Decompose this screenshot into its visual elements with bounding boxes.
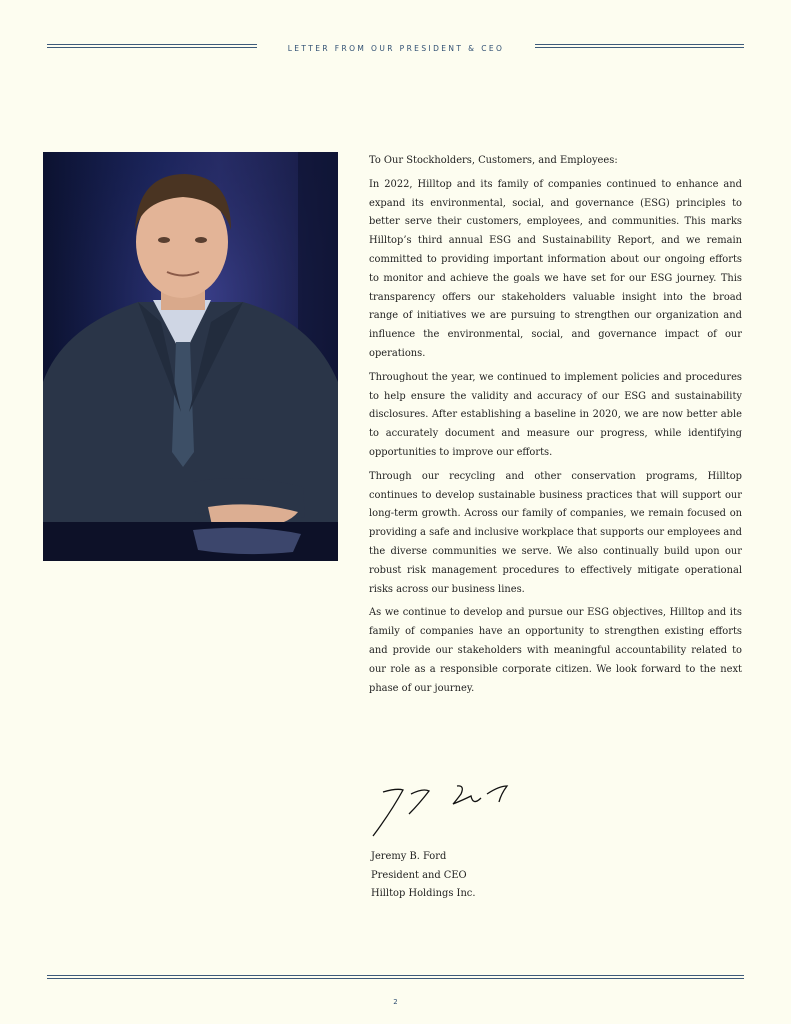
footer-rule	[47, 975, 744, 979]
paragraph: In 2022, Hilltop and its family of companies continued to enhance and expand its environmental, social, and governance (ESG) principles to better serve their customers, employees, and communities. This marks Hilltop’s third annual ESG and Sustainability Report, and we remain committed to providing important information about our ongoing efforts to monitor and achieve the goals we have set for our ESG journey. This transparency offers our stakeholders valuable insight into the broad range of initiatives we are pursuing to strengthen our organization and influence the environmental, social, and governance impact of our operations.	[369, 178, 742, 359]
salutation: To Our Stockholders, Customers, and Employees:	[369, 155, 618, 166]
page-number: 2	[393, 998, 398, 1006]
header-rule-right	[535, 44, 744, 48]
paragraph: Throughout the year, we continued to implement policies and procedures to help ensure the validity and accuracy of our ESG and sustainability disclosures. After establishing a baseline in 2020, we are now better able to accurately document and measure our progress, while identifying opportunities to improve our efforts.	[369, 371, 742, 458]
letter-body	[369, 152, 742, 703]
signer-name: Jeremy B. Ford	[371, 851, 447, 862]
paragraph: As we continue to develop and pursue our ESG objectives, Hilltop and its family of companies have an opportunity to strengthen existing efforts and provide our stakeholders with meaningful accountability related to our role as a responsible corporate citizen. We look forward to the next phase of our journey.	[369, 607, 742, 694]
portrait-illustration	[43, 152, 338, 561]
signer-company: Hilltop Holdings Inc.	[371, 888, 476, 900]
signer-title: President and CEO	[371, 869, 467, 881]
header-rule-left	[47, 44, 257, 48]
signoff-block	[371, 848, 475, 904]
paragraph: Through our recycling and other conservation programs, Hilltop continues to develop sustainable business practices that will support our long-term growth. Across our family of companies, we remain focused on providing a safe and inclusive workplace that supports our employees and the diverse communities we serve. We also continually build upon our robust risk management procedures to effectively mitigate operational risks across our business lines.	[369, 470, 742, 595]
ceo-portrait	[43, 152, 338, 561]
handwritten-signature	[369, 780, 519, 840]
section-header: LETTER FROM OUR PRESIDENT & CEO	[287, 44, 505, 53]
